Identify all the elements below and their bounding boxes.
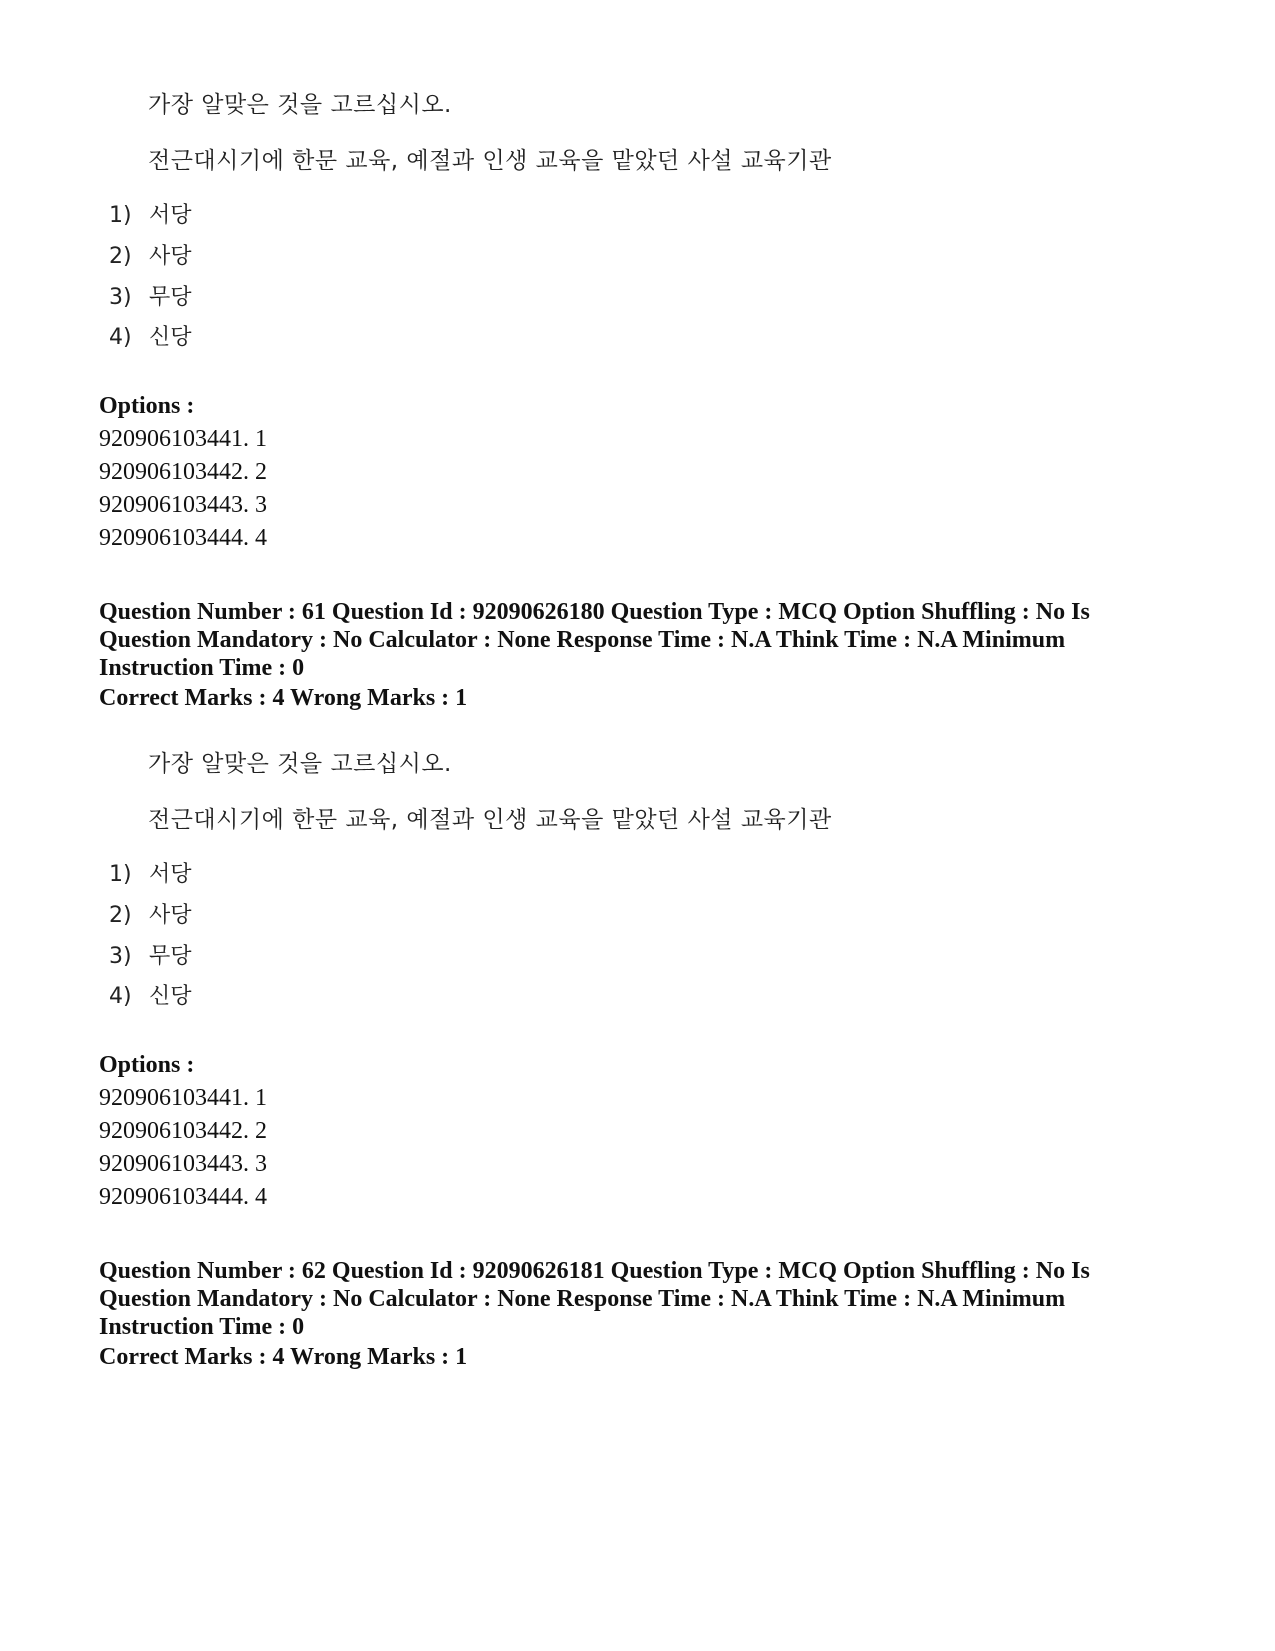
options-heading: Options : xyxy=(99,1052,195,1078)
question-prompt: 전근대시기에 한문 교육, 예절과 인생 교육을 맡았던 사설 교육기관 xyxy=(148,807,832,833)
choice-number: 3) xyxy=(109,944,132,969)
choice-number: 1) xyxy=(109,862,132,887)
question-marks: Correct Marks : 4 Wrong Marks : 1 xyxy=(99,1344,468,1370)
choice-number: 3) xyxy=(109,285,132,310)
option-row: 920906103443. 3 xyxy=(99,1151,267,1177)
choice-number: 2) xyxy=(109,244,132,269)
choice-text: 신당 xyxy=(149,325,192,350)
choice-number: 4) xyxy=(109,325,132,350)
choice-text: 신당 xyxy=(149,984,192,1009)
choice-number: 4) xyxy=(109,984,132,1009)
choice-item xyxy=(109,857,192,888)
choice-item xyxy=(109,239,192,270)
option-row: 920906103441. 1 xyxy=(99,1085,267,1111)
option-row: 920906103441. 1 xyxy=(99,426,267,452)
choice-text: 사당 xyxy=(149,244,192,269)
choice-item xyxy=(109,979,192,1010)
choice-item xyxy=(109,898,192,929)
options-heading: Options : xyxy=(99,393,195,419)
choice-text: 무당 xyxy=(149,285,192,310)
option-row: 920906103443. 3 xyxy=(99,492,267,518)
choice-text: 사당 xyxy=(149,903,192,928)
option-row: 920906103442. 2 xyxy=(99,459,267,485)
question-meta: Question Number : 62 Question Id : 92090626181 Question Type : MCQ Option Shuffling : No Is Question Mandatory : No Calculator : None Response Time : N.A Think Time : N.A Minimum Instruction Time : 0 xyxy=(99,1258,1090,1340)
choice-item xyxy=(109,320,192,351)
option-row: 920906103444. 4 xyxy=(99,1184,267,1210)
choice-text: 서당 xyxy=(149,203,192,228)
question-prompt: 전근대시기에 한문 교육, 예절과 인생 교육을 맡았던 사설 교육기관 xyxy=(148,148,832,174)
choice-item xyxy=(109,280,192,311)
choice-text: 서당 xyxy=(149,862,192,887)
question-marks: Correct Marks : 4 Wrong Marks : 1 xyxy=(99,685,468,711)
choice-text: 무당 xyxy=(149,944,192,969)
option-row: 920906103444. 4 xyxy=(99,525,267,551)
question-instruction: 가장 알맞은 것을 고르십시오. xyxy=(148,751,452,777)
option-row: 920906103442. 2 xyxy=(99,1118,267,1144)
choice-number: 1) xyxy=(109,203,132,228)
question-meta: Question Number : 61 Question Id : 92090626180 Question Type : MCQ Option Shuffling : No Is Question Mandatory : No Calculator : None Response Time : N.A Think Time : N.A Minimum Instruction Time : 0 xyxy=(99,599,1090,681)
choice-item xyxy=(109,198,192,229)
question-instruction: 가장 알맞은 것을 고르십시오. xyxy=(148,92,452,118)
choice-item xyxy=(109,939,192,970)
choice-number: 2) xyxy=(109,903,132,928)
